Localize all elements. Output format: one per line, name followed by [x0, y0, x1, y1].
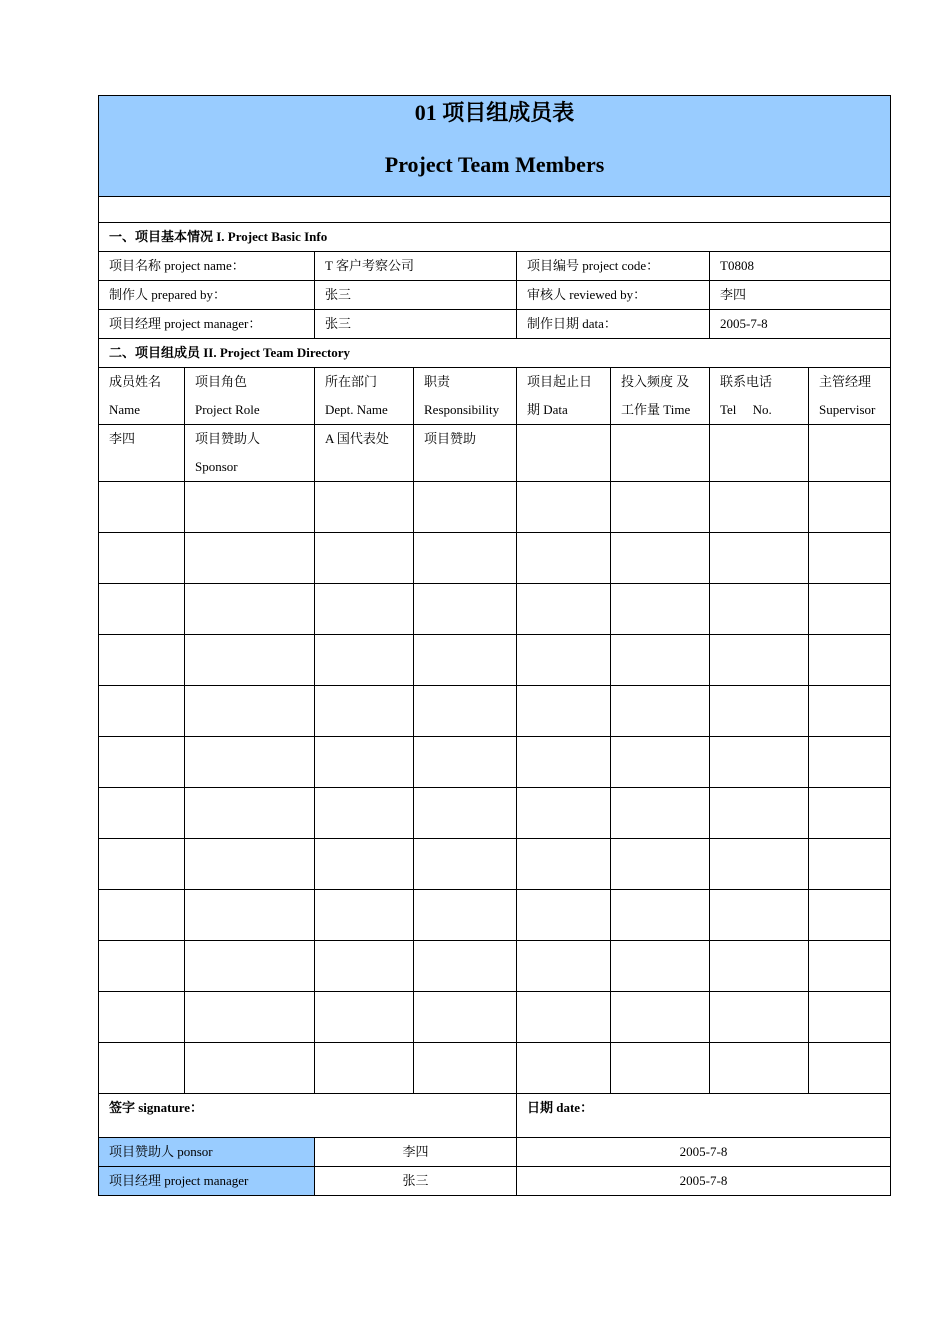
member-cell-empty[interactable]: [185, 635, 315, 686]
signature-date[interactable]: 2005-7-8: [517, 1138, 891, 1167]
column-header: 联系电话 Tel No.: [710, 368, 809, 425]
member-row-empty: [99, 788, 891, 839]
info-label: 制作日期 data：: [517, 310, 710, 339]
member-cell-empty[interactable]: [710, 839, 809, 890]
info-value[interactable]: 张三: [315, 310, 517, 339]
column-header: 成员姓名 Name: [99, 368, 185, 425]
member-cell-empty[interactable]: [99, 941, 185, 992]
member-cell-empty[interactable]: [185, 839, 315, 890]
member-cell-empty[interactable]: [517, 1043, 611, 1094]
title-english: Project Team Members: [384, 152, 605, 177]
signature-header-row: [99, 1094, 891, 1138]
signature-date[interactable]: 2005-7-8: [517, 1167, 891, 1196]
info-label: 项目编号 project code：: [517, 252, 710, 281]
team-members-form: [98, 95, 891, 1196]
member-cell-empty[interactable]: [710, 941, 809, 992]
member-row-empty: [99, 839, 891, 890]
member-cell-empty[interactable]: [315, 941, 414, 992]
member-cell-empty[interactable]: [517, 737, 611, 788]
member-cell-empty[interactable]: [517, 482, 611, 533]
member-cell-empty[interactable]: [99, 839, 185, 890]
member-cell-empty[interactable]: [517, 635, 611, 686]
member-row-empty: [99, 584, 891, 635]
member-cell-empty[interactable]: [185, 941, 315, 992]
member-cell-empty[interactable]: [99, 992, 185, 1043]
member-cell-empty[interactable]: [414, 686, 517, 737]
member-cell-empty[interactable]: [517, 533, 611, 584]
member-cell-empty[interactable]: [517, 941, 611, 992]
column-header: 所在部门 Dept. Name: [315, 368, 414, 425]
member-row-empty: [99, 737, 891, 788]
member-cell-empty[interactable]: [185, 584, 315, 635]
member-row-empty: [99, 482, 891, 533]
member-cell-empty[interactable]: [809, 533, 891, 584]
member-cell-empty[interactable]: [185, 1043, 315, 1094]
member-cell-empty[interactable]: [611, 788, 710, 839]
member-row: [99, 425, 891, 482]
member-cell-empty[interactable]: [414, 482, 517, 533]
member-cell-empty[interactable]: [185, 890, 315, 941]
member-cell-empty[interactable]: [315, 482, 414, 533]
member-supervisor[interactable]: [809, 425, 891, 482]
member-cell-empty[interactable]: [710, 992, 809, 1043]
info-label: 项目经理 project manager：: [99, 310, 315, 339]
member-cell-empty[interactable]: [185, 788, 315, 839]
member-cell-empty[interactable]: [414, 890, 517, 941]
member-cell-empty[interactable]: [315, 788, 414, 839]
member-cell-empty[interactable]: [315, 1043, 414, 1094]
member-row-empty: [99, 890, 891, 941]
member-cell-empty[interactable]: [710, 1043, 809, 1094]
info-value[interactable]: 李四: [710, 281, 891, 310]
member-cell-empty[interactable]: [414, 737, 517, 788]
member-cell-empty[interactable]: [185, 686, 315, 737]
member-cell-empty[interactable]: [99, 686, 185, 737]
member-cell-empty[interactable]: [710, 890, 809, 941]
info-row: [99, 252, 891, 281]
title-header: [99, 96, 891, 197]
member-tel[interactable]: [710, 425, 809, 482]
info-label: 制作人 prepared by：: [99, 281, 315, 310]
member-cell-empty[interactable]: [517, 839, 611, 890]
info-value[interactable]: T0808: [710, 252, 891, 281]
member-cell-empty[interactable]: [710, 788, 809, 839]
member-cell-empty[interactable]: [414, 533, 517, 584]
info-value[interactable]: 2005-7-8: [710, 310, 891, 339]
info-row: [99, 310, 891, 339]
member-cell-empty[interactable]: [611, 482, 710, 533]
member-cell-empty[interactable]: [414, 941, 517, 992]
member-cell-empty[interactable]: [99, 482, 185, 533]
member-cell-empty[interactable]: [611, 635, 710, 686]
member-cell-empty[interactable]: [414, 839, 517, 890]
member-cell-empty[interactable]: [809, 737, 891, 788]
member-time[interactable]: [611, 425, 710, 482]
section-team-directory-label: 二、项目组成员 II. Project Team Directory: [99, 339, 891, 368]
member-cell-empty[interactable]: [517, 890, 611, 941]
member-cell-empty[interactable]: [185, 533, 315, 584]
member-cell-empty[interactable]: [611, 584, 710, 635]
member-cell-empty[interactable]: [315, 890, 414, 941]
column-header: 项目角色 Project Role: [185, 368, 315, 425]
member-cell-empty[interactable]: [710, 584, 809, 635]
member-cell-empty[interactable]: [611, 533, 710, 584]
member-dept[interactable]: A 国代表处: [315, 425, 414, 482]
member-cell-empty[interactable]: [517, 686, 611, 737]
member-row-empty: [99, 635, 891, 686]
info-label: 项目名称 project name：: [99, 252, 315, 281]
section-basic-info-label: 一、项目基本情况 I. Project Basic Info: [99, 223, 891, 252]
member-cell-empty[interactable]: [315, 737, 414, 788]
member-cell-empty[interactable]: [710, 533, 809, 584]
member-cell-empty[interactable]: [611, 1043, 710, 1094]
info-value[interactable]: T 客户考察公司: [315, 252, 517, 281]
info-label: 审核人 reviewed by：: [517, 281, 710, 310]
signature-label: 签字 signature：: [99, 1094, 517, 1138]
signature-role: 项目经理 project manager: [99, 1167, 315, 1196]
member-cell-empty[interactable]: [414, 635, 517, 686]
member-cell-empty[interactable]: [414, 992, 517, 1043]
column-header: 项目起止日 期 Data: [517, 368, 611, 425]
member-cell-empty[interactable]: [517, 788, 611, 839]
member-cell-empty[interactable]: [710, 737, 809, 788]
member-row-empty: [99, 1043, 891, 1094]
member-cell-empty[interactable]: [611, 686, 710, 737]
member-cell-empty[interactable]: [809, 941, 891, 992]
member-row-empty: [99, 686, 891, 737]
blank-row: [99, 197, 891, 223]
member-cell-empty[interactable]: [611, 890, 710, 941]
member-cell-empty[interactable]: [414, 788, 517, 839]
member-cell-empty[interactable]: [517, 584, 611, 635]
member-cell-empty[interactable]: [809, 686, 891, 737]
member-cell-empty[interactable]: [809, 788, 891, 839]
member-cell-empty[interactable]: [809, 1043, 891, 1094]
member-cell-empty[interactable]: [99, 1043, 185, 1094]
member-cell-empty[interactable]: [99, 788, 185, 839]
column-header: 主管经理 Supervisor: [809, 368, 891, 425]
signature-row: [99, 1138, 891, 1167]
member-cell-empty[interactable]: [809, 839, 891, 890]
member-cell-empty[interactable]: [185, 992, 315, 1043]
member-cell-empty[interactable]: [315, 584, 414, 635]
member-cell-empty[interactable]: [315, 635, 414, 686]
member-cell-empty[interactable]: [99, 635, 185, 686]
member-role[interactable]: 项目赞助人 Sponsor: [185, 425, 315, 482]
member-cell-empty[interactable]: [185, 737, 315, 788]
member-cell-empty[interactable]: [414, 1043, 517, 1094]
column-header: 职责 Responsibility: [414, 368, 517, 425]
title-chinese: 01 项目组成员表: [414, 100, 575, 125]
member-cell-empty[interactable]: [315, 992, 414, 1043]
member-cell-empty[interactable]: [99, 737, 185, 788]
directory-header-row: [99, 368, 891, 425]
member-cell-empty[interactable]: [611, 737, 710, 788]
signature-name[interactable]: 张三: [315, 1167, 517, 1196]
member-cell-empty[interactable]: [809, 635, 891, 686]
member-cell-empty[interactable]: [809, 890, 891, 941]
member-name[interactable]: 李四: [99, 425, 185, 482]
member-row-empty: [99, 533, 891, 584]
member-cell-empty[interactable]: [710, 686, 809, 737]
member-responsibility[interactable]: 项目赞助: [414, 425, 517, 482]
member-row-empty: [99, 992, 891, 1043]
signature-role: 项目赞助人 ponsor: [99, 1138, 315, 1167]
member-cell-empty[interactable]: [414, 584, 517, 635]
signature-name[interactable]: 李四: [315, 1138, 517, 1167]
member-row-empty: [99, 941, 891, 992]
info-row: [99, 281, 891, 310]
member-cell-empty[interactable]: [315, 839, 414, 890]
member-dates[interactable]: [517, 425, 611, 482]
member-cell-empty[interactable]: [809, 992, 891, 1043]
member-cell-empty[interactable]: [710, 482, 809, 533]
member-cell-empty[interactable]: [315, 533, 414, 584]
member-cell-empty[interactable]: [809, 482, 891, 533]
member-cell-empty[interactable]: [611, 941, 710, 992]
member-cell-empty[interactable]: [710, 635, 809, 686]
member-cell-empty[interactable]: [99, 890, 185, 941]
signature-row: [99, 1167, 891, 1196]
member-cell-empty[interactable]: [99, 533, 185, 584]
member-cell-empty[interactable]: [99, 584, 185, 635]
member-cell-empty[interactable]: [185, 482, 315, 533]
date-label: 日期 date：: [517, 1094, 891, 1138]
info-value[interactable]: 张三: [315, 281, 517, 310]
member-cell-empty[interactable]: [809, 584, 891, 635]
column-header: 投入频度 及 工作量 Time: [611, 368, 710, 425]
member-cell-empty[interactable]: [611, 839, 710, 890]
member-cell-empty[interactable]: [315, 686, 414, 737]
member-cell-empty[interactable]: [611, 992, 710, 1043]
member-cell-empty[interactable]: [517, 992, 611, 1043]
